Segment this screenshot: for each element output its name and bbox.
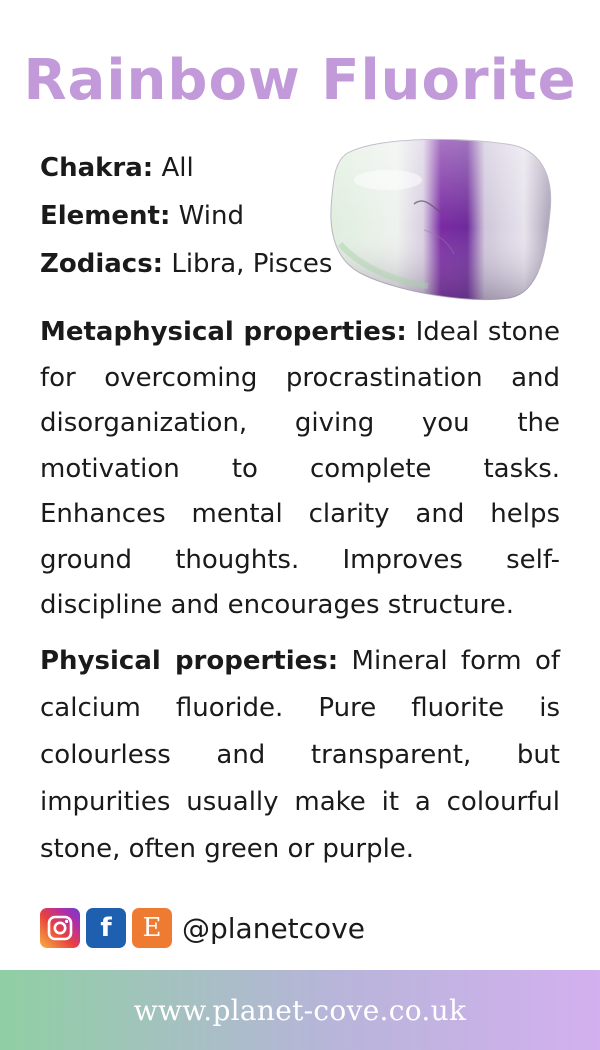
metaphysical-label: Metaphysical properties: (40, 317, 407, 347)
instagram-icon[interactable] (40, 908, 80, 948)
fact-value: Libra, Pisces (163, 249, 333, 279)
page-title: Rainbow Fluorite (23, 48, 577, 113)
physical-properties (40, 638, 560, 873)
social-handle[interactable]: @planetcove (182, 911, 365, 945)
stone-facts (40, 144, 333, 288)
metaphysical-properties (40, 310, 560, 629)
physical-text: Mineral form of calcium fluoride. Pure fluorite is colourless and transparent, but impurities usually make it a colourful stone, often green or purple. (40, 646, 560, 864)
fact-label: Chakra: (40, 153, 154, 183)
metaphysical-text: Ideal stone for overcoming procrastination and disorganization, giving you the motivation to complete tasks. Enhances mental clarity and helps ground thoughts. Improves self-discipline and encourages structure. (40, 317, 560, 620)
fact-value: Wind (170, 201, 244, 231)
facebook-icon[interactable] (86, 908, 126, 948)
fact-label: Element: (40, 201, 171, 231)
etsy-icon[interactable] (132, 908, 172, 948)
fact-chakra (40, 144, 330, 192)
physical-label: Physical properties: (40, 646, 339, 676)
website-link[interactable]: www.planet-cove.co.uk (133, 993, 467, 1027)
fact-value: All (153, 153, 194, 183)
fluorite-stone-image (328, 134, 556, 304)
fact-zodiacs (40, 240, 333, 288)
fact-label: Zodiacs: (40, 249, 164, 279)
fact-element (40, 192, 330, 240)
facebook-letter: f (100, 913, 112, 943)
instagram-glyph (46, 914, 74, 942)
etsy-letter: E (142, 913, 162, 943)
social-links (40, 906, 365, 950)
footer-bar (0, 970, 600, 1050)
